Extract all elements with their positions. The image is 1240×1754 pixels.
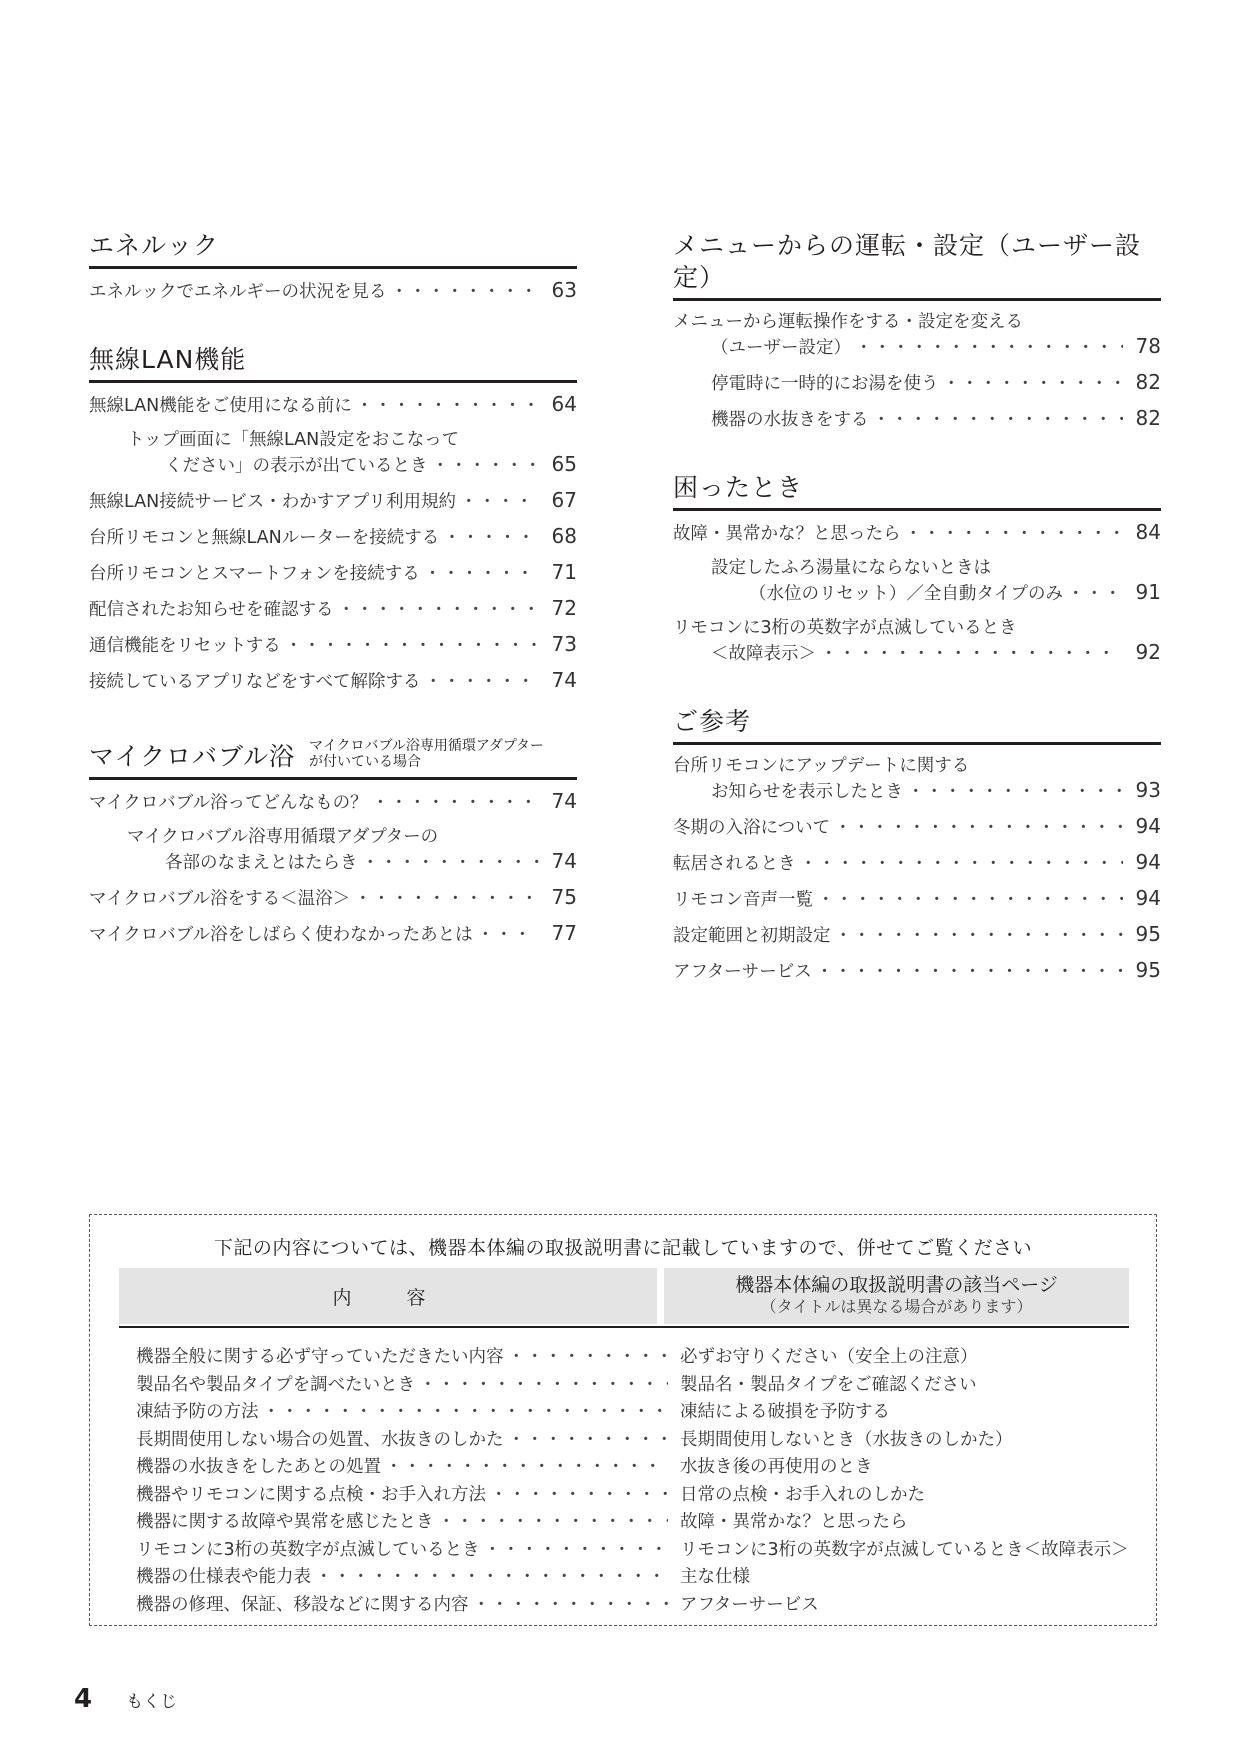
toc-entry-text: 停電時に一時的にお湯を使う <box>711 374 939 394</box>
section-title: エネルック <box>89 231 220 260</box>
toc-entry-line <box>673 640 1161 666</box>
section-title: メニューからの運転・設定（ユーザー設定） <box>673 231 1142 292</box>
toc-page-number: 73 <box>551 632 577 656</box>
toc-entry-text: 転居されるとき <box>673 854 796 874</box>
reference-content: リモコンに3桁の英数字が点滅しているとき <box>136 1539 480 1560</box>
toc-entry-line <box>89 921 577 947</box>
toc-entry-text: 冬期の入浴について <box>673 818 831 838</box>
header-page <box>664 1268 1129 1324</box>
leader-dots <box>484 1537 668 1565</box>
leader-dots <box>424 670 539 694</box>
toc-entry <box>89 278 577 304</box>
toc-page-number: 65 <box>551 452 577 476</box>
toc-entry-line <box>89 392 577 418</box>
toc-page-number: 91 <box>1135 580 1161 604</box>
reference-row <box>136 1399 1136 1427</box>
toc-entry-text: ください」の表示が出ているとき <box>165 456 428 476</box>
toc-entry <box>673 958 1161 984</box>
toc-entry-text: お知らせを表示したとき <box>711 782 903 802</box>
leader-dots <box>438 1509 669 1537</box>
leader-dots <box>419 1372 668 1400</box>
reference-content-cell <box>136 1454 668 1482</box>
toc-entry-line <box>89 789 577 815</box>
leader-dots <box>834 816 1123 840</box>
toc-entry-text: マイクロバブル浴をしばらく使わなかったあとは <box>89 925 473 945</box>
reference-content-cell <box>136 1509 668 1537</box>
leader-dots <box>905 522 1124 546</box>
toc-page-number: 94 <box>1135 814 1161 838</box>
reference-content-cell <box>136 1592 668 1620</box>
toc-entry-line <box>89 524 577 550</box>
toc-entry <box>673 850 1161 876</box>
leader-dots <box>907 780 1123 804</box>
leader-dots <box>362 851 540 875</box>
section-header <box>89 738 577 780</box>
section-title: 困ったとき <box>673 473 804 502</box>
reference-page: 故障・異常かな？と思ったら <box>680 1512 908 1532</box>
leader-dots <box>391 280 540 304</box>
leader-dots <box>855 336 1123 360</box>
toc-page-number: 75 <box>551 885 577 909</box>
leader-dots <box>1067 582 1123 606</box>
toc-entry <box>673 886 1161 912</box>
section-title: 無線LAN機能 <box>89 345 247 374</box>
toc-entry <box>89 488 577 514</box>
toc-entry-text: 接続しているアプリなどをすべて解除する <box>89 672 421 692</box>
reference-table-header <box>119 1268 1129 1328</box>
section-header <box>89 230 577 269</box>
toc-entry-text: マイクロバブル浴をする＜温浴＞ <box>89 889 351 909</box>
toc-entry <box>673 520 1161 546</box>
reference-content-cell <box>136 1344 668 1372</box>
leader-dots <box>285 634 539 658</box>
toc-entry-line <box>89 560 577 586</box>
page-number: 4 <box>74 1684 93 1714</box>
reference-content-cell <box>136 1564 668 1592</box>
leader-dots <box>315 1564 668 1592</box>
toc-entry <box>89 560 577 586</box>
toc-entry <box>89 524 577 550</box>
reference-content-cell <box>136 1399 668 1427</box>
reference-content: 機器全般に関する必ず守っていただきたい内容 <box>136 1347 504 1367</box>
header-page-label: 機器本体編の取扱説明書の該当ページ <box>735 1274 1058 1296</box>
reference-row <box>136 1509 1136 1537</box>
toc-entry-text: アフターサービス <box>673 962 812 982</box>
leader-dots <box>372 791 539 815</box>
toc-entry-text: 各部のなまえとはたらき <box>165 853 358 873</box>
toc-entry-line <box>673 886 1161 912</box>
toc-page-number: 71 <box>551 560 577 584</box>
reference-row <box>136 1344 1136 1372</box>
toc-entry-line <box>673 778 1161 804</box>
reference-row <box>136 1482 1136 1510</box>
toc-right-column <box>673 230 1161 1020</box>
leader-dots <box>817 888 1123 912</box>
toc-entry-text: 通信機能をリセットする <box>89 636 281 656</box>
toc-entry-line <box>673 520 1161 546</box>
toc-entry <box>89 825 577 875</box>
toc-entry <box>673 406 1161 432</box>
page-footer <box>74 1684 177 1714</box>
reference-page: 日常の点検・お手入れのしかた <box>680 1484 925 1505</box>
toc-entry-text: 無線LAN機能をご使用になる前に <box>89 396 352 416</box>
toc-entry <box>673 616 1161 666</box>
toc-entry-line <box>673 334 1161 360</box>
toc-entry-line <box>673 922 1161 948</box>
reference-content-cell <box>136 1427 668 1455</box>
reference-page: アフターサービス <box>680 1594 819 1615</box>
toc-entry-lead: トップ画面に「無線LAN設定をおこなって <box>127 430 460 450</box>
toc-entry-line <box>89 278 577 304</box>
toc-entry <box>673 370 1161 396</box>
toc-entry-text: 台所リモコンとスマートフォンを接続する <box>89 564 420 584</box>
toc-left-column <box>89 230 577 983</box>
toc-page-number: 77 <box>551 921 577 945</box>
toc-entry-line <box>673 958 1161 984</box>
toc-entry-text: エネルックでエネルギーの状況を見る <box>89 282 387 302</box>
toc-entry <box>673 922 1161 948</box>
leader-dots <box>337 598 539 622</box>
toc-entry-text: マイクロバブル浴ってどんなもの？ <box>89 793 368 813</box>
section-title: マイクロバブル浴 <box>89 742 296 771</box>
toc-entry-text: （水位のリセット）／全自動タイプのみ <box>749 584 1063 604</box>
toc-entry-text: 無線LAN接続サービス・わかすアプリ利用規約 <box>89 492 457 512</box>
reference-content: 長期間使用しない場合の処置、水抜きのしかた <box>136 1429 504 1450</box>
reference-content: 機器に関する故障や異常を感じたとき <box>136 1512 434 1532</box>
toc-page-number: 93 <box>1135 778 1161 802</box>
toc-page-number: 74 <box>551 668 577 692</box>
reference-page: 水抜き後の再使用のとき <box>680 1457 873 1477</box>
reference-page: 長期間使用しないとき（水抜きのしかた） <box>680 1429 1013 1450</box>
toc-page-number: 92 <box>1135 640 1161 664</box>
reference-content: 機器の水抜きをしたあとの処置 <box>136 1457 381 1477</box>
leader-dots <box>490 1482 668 1510</box>
reference-row <box>136 1454 1136 1482</box>
toc-page-number: 74 <box>551 789 577 813</box>
toc-entry-line <box>89 488 577 514</box>
reference-row <box>136 1372 1136 1400</box>
toc-page-number: 95 <box>1135 922 1161 946</box>
toc-page-number: 82 <box>1135 370 1161 394</box>
section-header <box>89 344 577 383</box>
header-content <box>119 1268 657 1324</box>
section-title: ご参考 <box>673 707 752 736</box>
leader-dots <box>354 887 539 911</box>
leader-dots <box>424 562 539 586</box>
toc-section <box>673 706 1161 984</box>
toc-entry <box>89 392 577 418</box>
leader-dots <box>477 923 539 947</box>
leader-dots <box>800 852 1124 876</box>
toc-entry-line <box>673 814 1161 840</box>
toc-entry-lead: 台所リモコンにアップデートに関する <box>673 756 970 776</box>
reference-row <box>136 1427 1136 1455</box>
toc-entry <box>89 428 577 478</box>
leader-dots <box>820 642 1123 666</box>
reference-box <box>89 1214 1157 1626</box>
footer-label: もくじ <box>126 1692 178 1712</box>
toc-page-number: 78 <box>1135 334 1161 358</box>
reference-page: 主な仕様 <box>680 1567 750 1587</box>
toc-page-number: 64 <box>551 392 577 416</box>
toc-section <box>89 230 577 304</box>
toc-entry <box>89 632 577 658</box>
reference-content: 機器の仕様表や能力表 <box>136 1567 311 1587</box>
toc-section <box>89 344 577 694</box>
leader-dots <box>508 1344 669 1372</box>
toc-entry-text: リモコン音声一覧 <box>673 890 813 910</box>
reference-row <box>136 1564 1136 1592</box>
toc-entry <box>89 921 577 947</box>
reference-row <box>136 1592 1136 1620</box>
section-header <box>673 706 1161 745</box>
reference-page: 凍結による破損を予防する <box>680 1402 890 1422</box>
reference-content: 機器やリモコンに関する点検・お手入れ方法 <box>136 1484 486 1505</box>
reference-rows <box>136 1344 1136 1619</box>
header-page-note: （タイトルは異なる場合があります） <box>760 1297 1033 1316</box>
leader-dots <box>816 960 1123 984</box>
reference-page: リモコンに3桁の英数字が点滅しているとき＜故障表示＞ <box>680 1539 1129 1560</box>
toc-entry-line <box>673 406 1161 432</box>
toc-entry <box>673 814 1161 840</box>
toc-entry-text: 故障・異常かな？と思ったら <box>673 524 901 544</box>
leader-dots <box>473 1592 669 1620</box>
reference-title: 下記の内容については、機器本体編の取扱説明書に記載していますので、併せてご覧ください <box>213 1237 1033 1259</box>
toc-entry-line <box>89 452 577 478</box>
toc-page-number: 84 <box>1135 520 1161 544</box>
leader-dots <box>432 454 540 478</box>
toc-entry-text: ＜故障表示＞ <box>711 644 816 664</box>
leader-dots <box>873 408 1124 432</box>
leader-dots <box>443 526 539 550</box>
toc-entry <box>673 556 1161 606</box>
reference-content: 凍結予防の方法 <box>136 1402 259 1422</box>
toc-entry-line <box>673 370 1161 396</box>
section-subtitle: マイクロバブル浴専用循環アダプターが付いている場合 <box>309 738 544 770</box>
toc-entry-lead: メニューから運転操作をする・設定を変える <box>673 312 1023 332</box>
toc-entry-lead: マイクロバブル浴専用循環アダプターの <box>127 827 439 847</box>
toc-entry <box>89 885 577 911</box>
leader-dots <box>508 1427 669 1455</box>
reference-content: 機器の修理、保証、移設などに関する内容 <box>136 1594 469 1615</box>
toc-entry <box>673 754 1161 804</box>
toc-entry-text: 設定範囲と初期設定 <box>673 926 831 946</box>
toc-page-number: 72 <box>551 596 577 620</box>
toc-entry-line <box>89 849 577 875</box>
toc-entry <box>89 596 577 622</box>
toc-entry-line <box>89 885 577 911</box>
leader-dots <box>263 1399 669 1427</box>
toc-page-number: 68 <box>551 524 577 548</box>
toc-page-number: 74 <box>551 849 577 873</box>
toc-page-number: 67 <box>551 488 577 512</box>
toc-entry-line <box>89 668 577 694</box>
toc-entry-text: （ユーザー設定） <box>711 338 851 358</box>
leader-dots <box>835 924 1124 948</box>
toc-page-number: 94 <box>1135 850 1161 874</box>
leader-dots <box>356 394 539 418</box>
reference-row <box>136 1537 1136 1565</box>
toc-entry-text: 配信されたお知らせを確認する <box>89 600 334 620</box>
toc-entry-lead: 設定したふろ湯量にならないときは <box>711 558 991 578</box>
toc-section <box>673 472 1161 666</box>
toc-entry-line <box>89 632 577 658</box>
toc-entry-text: 台所リモコンと無線LANルーターを接続する <box>89 528 440 548</box>
toc-entry <box>89 668 577 694</box>
toc-entry-line <box>673 580 1161 606</box>
reference-content-cell <box>136 1482 668 1510</box>
reference-page: 必ずお守りください（安全上の注意） <box>680 1347 978 1367</box>
section-header <box>673 230 1161 301</box>
toc-entry-line <box>89 596 577 622</box>
leader-dots <box>385 1454 668 1482</box>
toc-section <box>673 230 1161 432</box>
toc-entry-line <box>673 850 1161 876</box>
toc-section <box>89 738 577 947</box>
toc-page-number: 95 <box>1135 958 1161 982</box>
toc-entry-text: 機器の水抜きをする <box>711 410 869 430</box>
toc-page-number: 82 <box>1135 406 1161 430</box>
leader-dots <box>943 372 1124 396</box>
toc-page-number: 94 <box>1135 886 1161 910</box>
reference-content-cell <box>136 1372 668 1400</box>
toc-entry <box>673 310 1161 360</box>
toc-page-number: 63 <box>551 278 577 302</box>
reference-page: 製品名・製品タイプをご確認ください <box>680 1374 977 1395</box>
leader-dots <box>460 490 539 514</box>
toc-entry-lead: リモコンに3桁の英数字が点滅しているとき <box>673 618 1017 638</box>
reference-content: 製品名や製品タイプを調べたいとき <box>136 1374 416 1395</box>
toc-entry <box>89 789 577 815</box>
reference-content-cell <box>136 1537 668 1565</box>
section-header <box>673 472 1161 511</box>
header-content-label: 内 容 <box>332 1286 444 1309</box>
